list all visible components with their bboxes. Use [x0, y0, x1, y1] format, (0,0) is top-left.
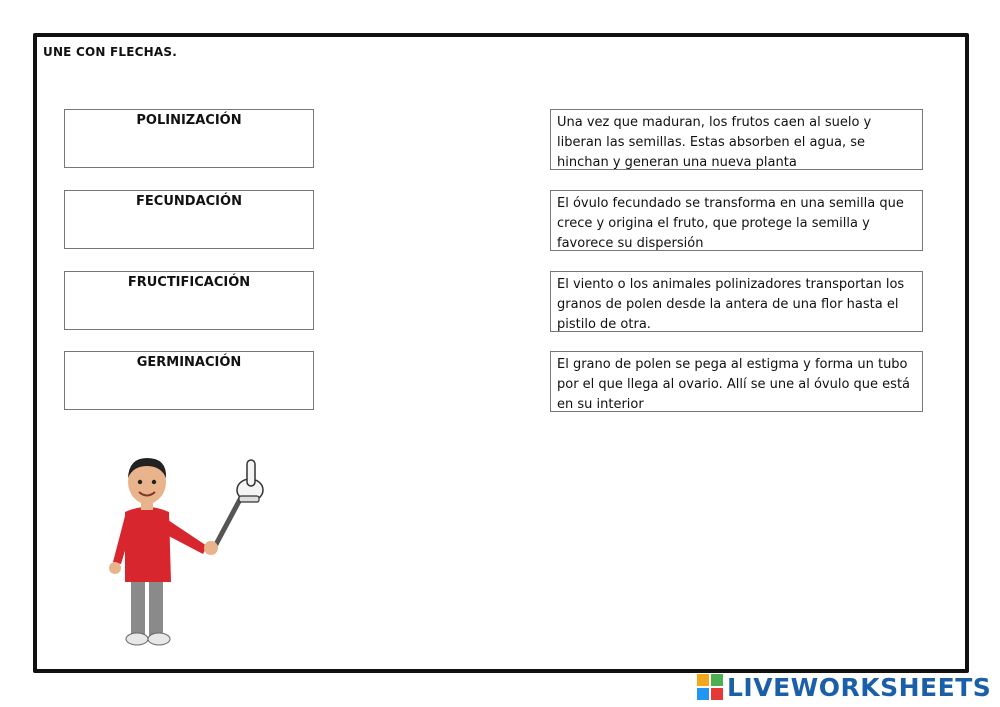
- term-box-fecundacion[interactable]: [64, 190, 314, 249]
- definition-text: El grano de polen se pega al estigma y forma un tubo por el que llega al ovario. Allí se une al óvulo que está en su interior: [557, 357, 911, 412]
- definition-text: Una vez que maduran, los frutos caen al suelo y liberan las semillas. Estas absorben el agua, se hinchan y generan una nueva planta: [557, 115, 872, 170]
- term-label: FRUCTIFICACIÓN: [127, 275, 251, 290]
- definition-text: El óvulo fecundado se transforma en una semilla que crece y origina el fruto, que protege la semilla y favorece su dispersión: [557, 196, 904, 251]
- definition-box-2[interactable]: [550, 190, 923, 251]
- definition-box-1[interactable]: [550, 109, 923, 170]
- term-box-germinacion[interactable]: [64, 351, 314, 410]
- term-label: GERMINACIÓN: [136, 355, 242, 370]
- definition-text: El viento o los animales polinizadores transportan los granos de polen desde la antera de una flor hasta el pistilo de otra.: [557, 277, 905, 332]
- teacher-pointer-avatar-icon: [95, 450, 285, 655]
- term-label: FECUNDACIÓN: [136, 194, 242, 209]
- brand-name: LIVEWORKSHEETS: [727, 672, 992, 702]
- term-box-fructificacion[interactable]: [64, 271, 314, 330]
- definition-box-4[interactable]: [550, 351, 923, 412]
- term-box-polinizacion[interactable]: [64, 109, 314, 168]
- liveworksheets-logo: [697, 672, 991, 702]
- definition-box-3[interactable]: [550, 271, 923, 332]
- instruction-text: UNE CON FLECHAS.: [43, 45, 177, 59]
- term-label: POLINIZACIÓN: [136, 113, 242, 128]
- liveworksheets-grid-icon: [697, 674, 723, 700]
